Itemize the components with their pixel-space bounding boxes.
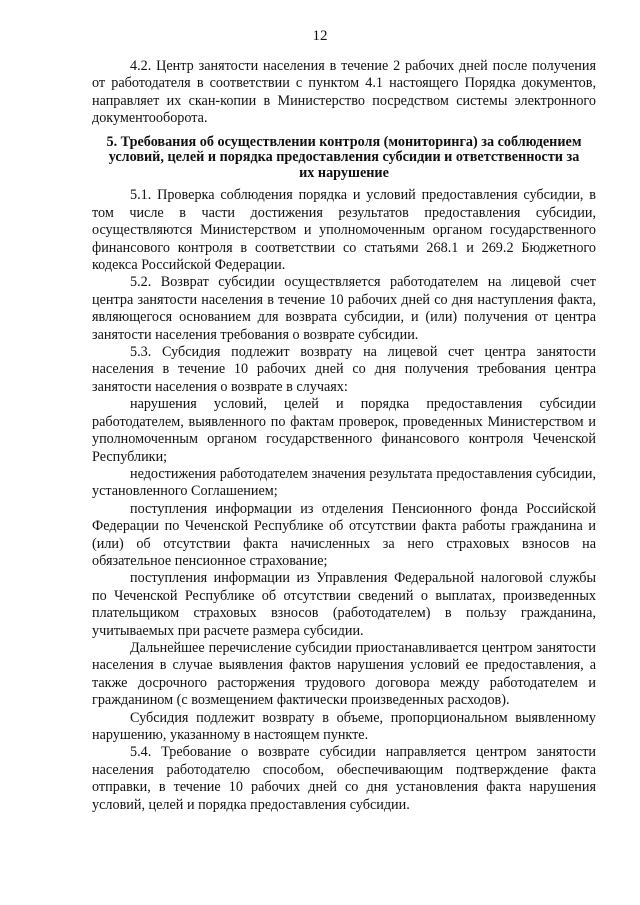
return-case-tax-service-info: поступления информации из Управления Федеральной налоговой службы по Чеченской Республике об отсутствии сведений о выплатах, произведенных плательщиком страховых взносов (работодателем) в пользу гражданина, учитываемых при расчете размера субсидии. xyxy=(92,570,596,639)
paragraph-5-2: 5.2. Возврат субсидии осуществляется работодателем на лицевой счет центра занятости населения в течение 10 рабочих дней со дня наступления факта, являющегося основанием для возврата субсидии, и (или) получения от центра занятости населения требования о возврате субсидии. xyxy=(92,274,596,343)
return-case-pension-fund-info: поступления информации из отделения Пенсионного фонда Российской Федерации по Чеченской Республике об отсутствии факта работы гражданина и (или) об отсутствии факта начисленных за него страховых взносов на обязательное пенсионное страхование; xyxy=(92,500,596,569)
paragraph-5-1: 5.1. Проверка соблюдения порядка и условий предоставления субсидии, в том числе в части достижения результатов предоставления субсидии, осуществляются Министерством и уполномоченным органом государственного финансового контроля в соответствии со статьями 268.1 и 269.2 Бюджетного кодекса Российской Федерации. xyxy=(92,187,596,274)
paragraph-5-3: 5.3. Субсидия подлежит возврату на лицевой счет центра занятости населения в течение 10 рабочих дней со дня получения требования центра занятости населения о возврате в случаях: xyxy=(92,344,596,395)
paragraph-proportional-return: Субсидия подлежит возврату в объеме, пропорциональном выявленному нарушению, указанному в настоящем пункте. xyxy=(92,709,596,743)
paragraph-suspension: Дальнейшее перечисление субсидии приостанавливается центром занятости населения в случае выявления фактов нарушения условий ее предоставления, а также досрочного расторжения трудового договора между работодателем и гражданином (с возмещением фактически произведенных расходов). xyxy=(92,639,596,709)
paragraph-5-4: 5.4. Требование о возврате субсидии направляется центром занятости населения работодателю способом, обеспечивающим подтверждение факта отправки, в течение 10 рабочих дней со дня установления факта нарушения условий, целей и порядка предоставления субсидии. xyxy=(92,744,596,813)
return-case-violation: нарушения условий, целей и порядка предоставления субсидии работодателем, выявленного по фактам проверок, проведенных Министерством и уполномоченным органом государственного финансового контроля Чеченской Республики; xyxy=(92,396,596,465)
return-case-result-not-achieved: недостижения работодателем значения результата предоставления субсидии, установленного Соглашением; xyxy=(92,465,596,500)
page-number: 12 xyxy=(312,28,328,44)
document-body xyxy=(92,58,596,814)
paragraph-4-2: 4.2. Центр занятости населения в течение 2 рабочих дней после получения от работодателя в соответствии с пунктом 4.1 настоящего Порядка документов, направляет их скан-копии в Министерство посредством системы электронного документооборота. xyxy=(92,58,596,127)
section-5-heading: 5. Требования об осуществлении контроля (мониторинга) за соблюдением условий, целей и порядка предоставления субсидии и ответственности за их нарушение xyxy=(106,133,582,181)
